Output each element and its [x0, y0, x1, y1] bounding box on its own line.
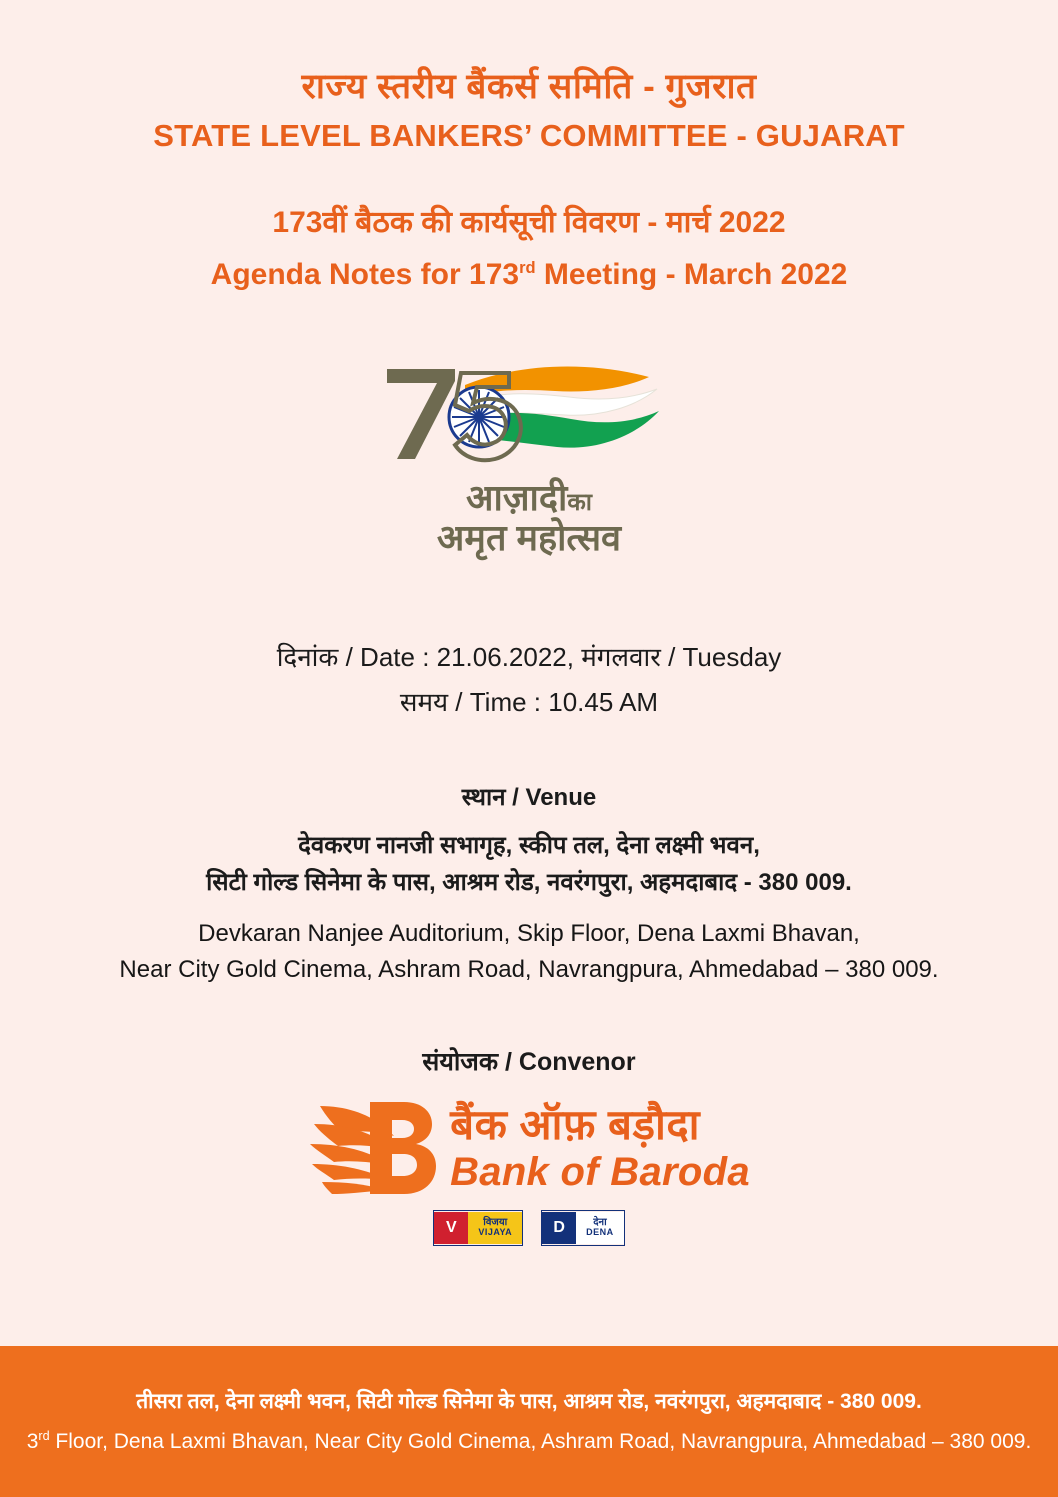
- venue-address-english-line1: Devkaran Nanjee Auditorium, Skip Floor, Dena Laxmi Bhavan,: [198, 919, 860, 947]
- vijaya-bank-name-english: VIJAYA: [478, 1227, 513, 1238]
- venue-address-hindi: [0, 827, 1058, 901]
- footer-address-bar: [0, 1346, 1058, 1497]
- amrit-logo-line1-main: आज़ादी: [466, 477, 568, 519]
- agenda-title-hindi: 173वीं बैठक की कार्यसूची विवरण - मार्च 2022: [272, 206, 786, 240]
- venue-address-english: [0, 916, 1058, 988]
- footer-address-hindi: तीसरा तल, देना लक्ष्मी भवन, सिटी गोल्ड सिनेमा के पास, आश्रम रोड, नवरंगपुरा, अहमदाबाद - 380 009.: [136, 1390, 922, 1414]
- dena-bank-wordmark: [576, 1212, 624, 1244]
- vijaya-bank-wordmark: [468, 1212, 522, 1244]
- azadi-amrit-mahotsav-logo: [369, 355, 689, 570]
- meeting-time: समय / Time : 10.45 AM: [399, 687, 659, 718]
- convenor-label: संयोजक / Convenor: [422, 1047, 636, 1076]
- venue-block: [0, 780, 1058, 987]
- venue-address-hindi-line1: देवकरण नानजी सभागृह, स्कीप तल, देना लक्ष्मी भवन,: [298, 832, 760, 860]
- dena-bank-name-english: DENA: [586, 1227, 614, 1238]
- convenor-block: [0, 1044, 1058, 1246]
- footer-address-ordinal: rd: [38, 1428, 50, 1443]
- amalgamated-banks-strip: [0, 1210, 1058, 1246]
- committee-name-english: STATE LEVEL BANKERS’ COMMITTEE - GUJARAT: [153, 118, 905, 153]
- amrit-logo-line1: [369, 479, 689, 517]
- footer-address-english-prefix: 3: [26, 1429, 39, 1453]
- bank-of-baroda-logo: [0, 1096, 1058, 1200]
- amrit-flag-icon: [369, 355, 689, 473]
- amrit-logo-line1-small: का: [567, 489, 592, 517]
- agenda-title-english-suffix: Meeting - March 2022: [535, 257, 848, 291]
- amrit-logo-line2: अमृत महोत्सव: [436, 516, 622, 558]
- footer-address-english-suffix: Floor, Dena Laxmi Bhavan, Near City Gold Cinema, Ashram Road, Navrangpura, Ahmedabad – 380 009.: [49, 1429, 1032, 1453]
- dena-bank-logo: [541, 1210, 625, 1246]
- meeting-datetime: [277, 638, 782, 722]
- bank-name-hindi: बैंक ऑफ़ बड़ौदा: [450, 1100, 701, 1148]
- agenda-title-ordinal: rd: [519, 258, 536, 277]
- vijaya-bank-mark-icon: V: [434, 1212, 468, 1244]
- vijaya-bank-logo: [433, 1210, 523, 1246]
- dena-bank-mark-icon: D: [542, 1212, 576, 1244]
- venue-address-hindi-line2: सिटी गोल्ड सिनेमा के पास, आश्रम रोड, नवरंगपुरा, अहमदाबाद - 380 009.: [206, 869, 852, 897]
- bank-name-english: Bank of Baroda: [450, 1149, 750, 1194]
- venue-label: स्थान / Venue: [461, 784, 597, 812]
- agenda-title-block: [0, 204, 1058, 293]
- agenda-title-english: [0, 256, 1058, 294]
- committee-name-hindi: राज्य स्तरीय बैंकर्स समिति - गुजरात: [301, 67, 757, 106]
- amrit-logo-text: [369, 479, 689, 557]
- agenda-title-english-prefix: Agenda Notes for 173: [210, 257, 520, 291]
- bank-of-baroda-mark-icon: [308, 1096, 436, 1200]
- meeting-date: दिनांक / Date : 21.06.2022, मंगलवार / Tuesday: [276, 642, 782, 673]
- bank-of-baroda-wordmark: [450, 1100, 750, 1194]
- footer-address-english: [27, 1427, 1032, 1456]
- venue-address-english-line2: Near City Gold Cinema, Ashram Road, Navrangpura, Ahmedabad – 380 009.: [119, 955, 939, 983]
- dena-bank-name-hindi: देना: [593, 1216, 607, 1228]
- committee-title-block: [0, 66, 1058, 154]
- vijaya-bank-name-hindi: विजया: [483, 1216, 508, 1228]
